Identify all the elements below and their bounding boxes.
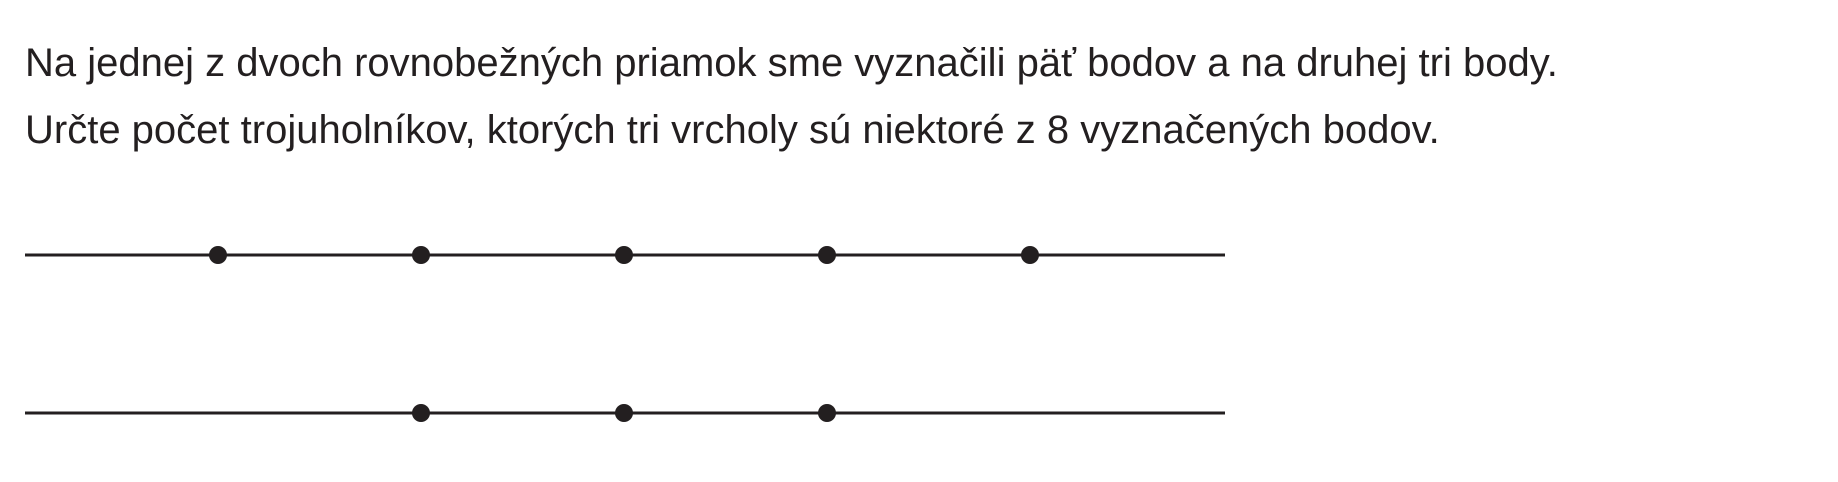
bottom-line-point	[412, 404, 430, 422]
bottom-line-point	[615, 404, 633, 422]
top-line-point	[615, 246, 633, 264]
top-line-point	[412, 246, 430, 264]
top-line-point	[1021, 246, 1039, 264]
problem-sentence-2: Určte počet trojuholníkov, ktorých tri vrcholy sú niektoré z 8 vyznačených bodov.	[25, 108, 1440, 152]
top-line-point	[209, 246, 227, 264]
problem-sentence-1: Na jednej z dvoch rovnobežných priamok sme vyznačili päť bodov a na druhej tri body.	[25, 41, 1558, 85]
bottom-line-point	[818, 404, 836, 422]
top-line-point	[818, 246, 836, 264]
